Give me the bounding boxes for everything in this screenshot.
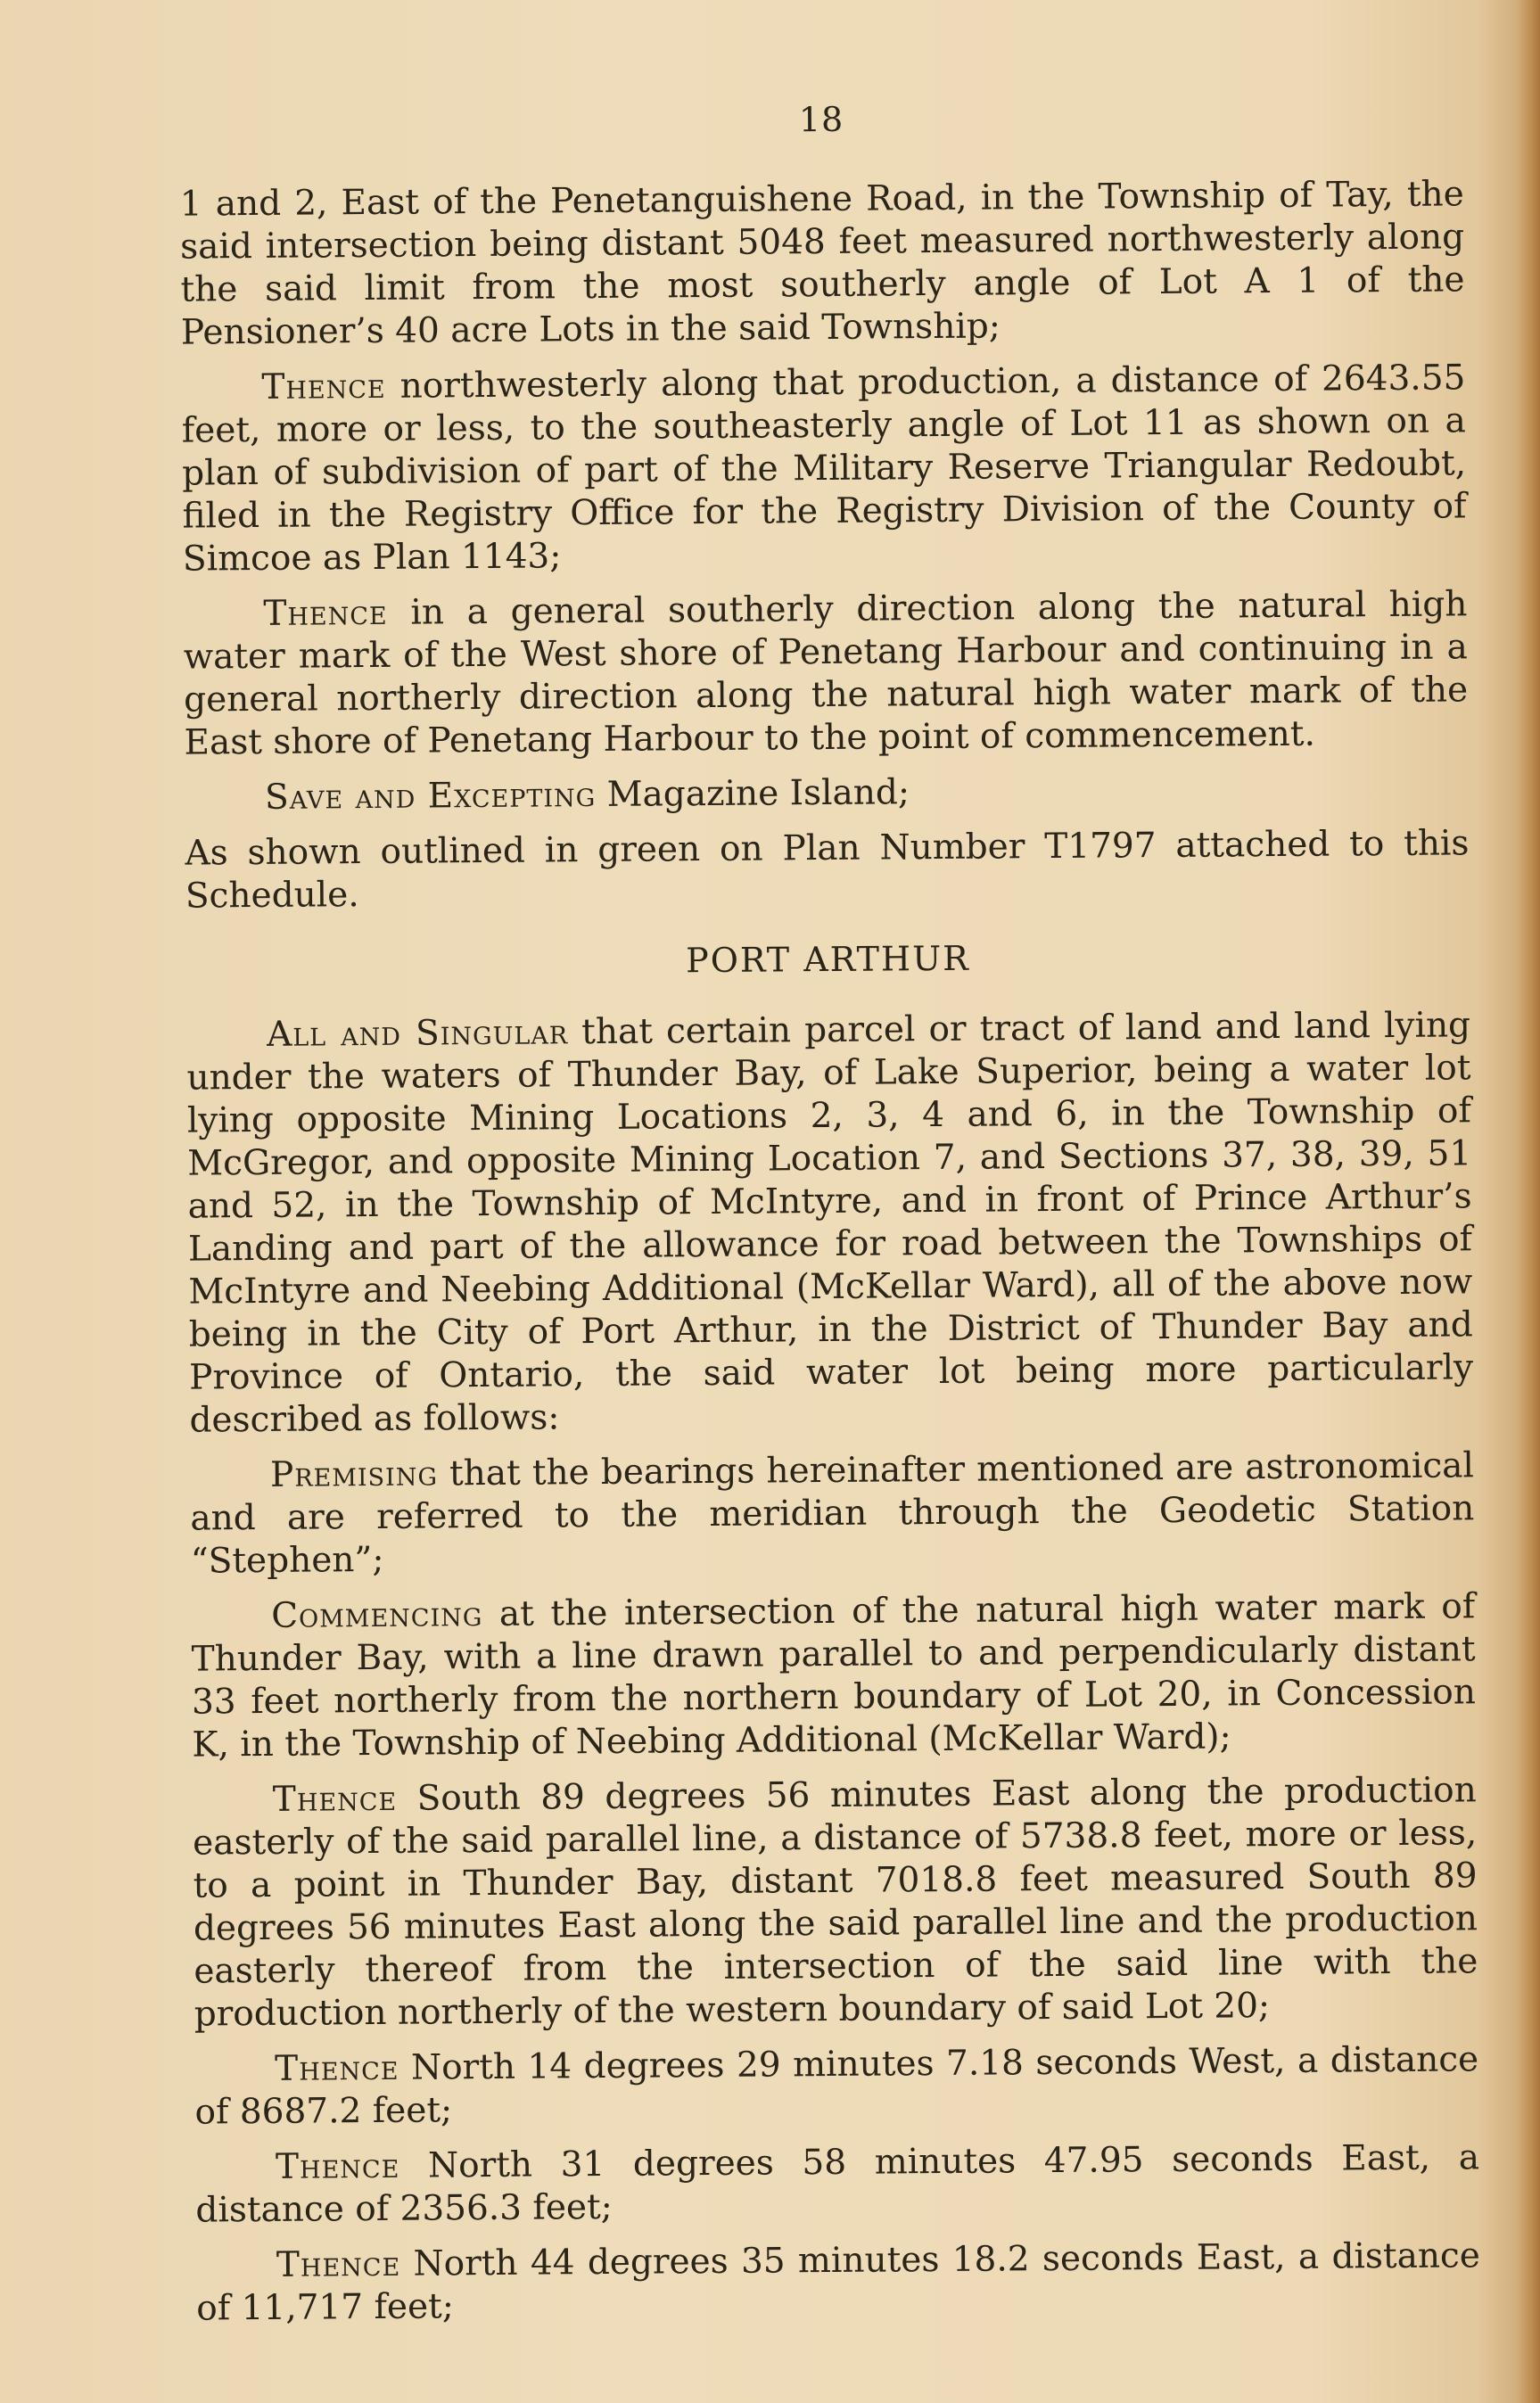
page-number: 18 bbox=[798, 99, 844, 140]
body-text bbox=[180, 173, 1481, 2342]
page-content bbox=[178, 0, 1481, 2329]
paragraph-plan-reference: As shown outlined in green on Plan Number T1797 attached to this Schedule. bbox=[185, 823, 1470, 917]
paragraph-thence: Thence North 44 degrees 35 minutes 18.2 seconds East, a distance of 11,717 feet; bbox=[196, 2235, 1481, 2329]
paragraph-lead: Save and Excepting bbox=[264, 775, 597, 818]
paragraph-lead: Thence bbox=[276, 2243, 401, 2285]
paragraph-premising: Premising that the bearings hereinafter mentioned are astronomical and are referred to the meridian through the Geodetic Station “Stephen”; bbox=[190, 1445, 1475, 1582]
paragraph-lead: Thence bbox=[272, 1778, 398, 1820]
paragraph-lead: Thence bbox=[275, 2047, 399, 2089]
page-edge-stain bbox=[1517, 0, 1540, 2403]
paragraph-commencing: Commencing at the intersection of the natural high water mark of Thunder Bay, with a line drawn parallel to and perpendicularly distant 33 feet northerly from the northern boundary of Lot 20, in Concession K, in the Township of Neebing Additional (McKellar Ward); bbox=[191, 1586, 1477, 1765]
paragraph-lead: Thence bbox=[275, 2145, 400, 2187]
paragraph-thence: Thence North 14 degrees 29 minutes 7.18 seconds West, a distance of 8687.2 feet; bbox=[194, 2039, 1479, 2133]
section-heading: PORT ARTHUR bbox=[685, 938, 970, 981]
paragraph-lead: Commencing bbox=[271, 1594, 483, 1636]
paragraph-lead: All and Singular bbox=[266, 1012, 569, 1055]
paragraph-all-and-singular: All and Singular that certain parcel or tract of land and land lying under the waters of Thunder Bay, of Lake Superior, being a water lot lying opposite Mining Locations 2, 3, 4 and 6, in the Township of McGregor, and opposite Mining Location 7, and Sections 37, 38, 39, 51 and 52, in the Township of McIntyre, and in front of Prince Arthur’s Landing and part of the allowance for road between the Townships of McIntyre and Neebing Additional (McKellar Ward), all of the above now being in the City of Port Arthur, in the District of Thunder Bay and Province of Ontario, the said water lot being more particularly described as follows: bbox=[186, 1005, 1474, 1441]
paragraph-lead: Premising bbox=[269, 1453, 439, 1495]
paragraph-thence: Thence North 31 degrees 58 minutes 47.95 seconds East, a distance of 2356.3 feet; bbox=[195, 2137, 1480, 2231]
paragraph-thence: Thence northwesterly along that production, a distance of 2643.55 feet, more or less, to the southeasterly angle of Lot 11 as shown on a plan of subdivision of part of the Military Reserve Triangular Redoubt, filed in the Registry Office for the Registry Division of the County of Simcoe as Plan 1143; bbox=[181, 358, 1467, 580]
paragraph-continuation: 1 and 2, East of the Penetanguishene Road, in the Township of Tay, the said intersection being distant 5048 feet measured northwesterly along the said limit from the most southerly angle of Lot A 1 of the Pensioner’s 40 acre Lots in the said Township; bbox=[179, 174, 1465, 353]
paragraph-thence: Thence in a general southerly direction along the natural high water mark of the West shore of Penetang Harbour and continuing in a general northerly direction along the natural high water mark of the East shore of Penetang Harbour to the point of commencement. bbox=[183, 584, 1469, 763]
paragraph-lead: Thence bbox=[263, 592, 388, 634]
paragraph-lead: Thence bbox=[261, 366, 386, 407]
paragraph-thence: Thence South 89 degrees 56 minutes East along the production easterly of the said parallel line, a distance of 5738.8 feet, more or less, to a point in Thunder Bay, distant 7018.8 feet measured South 89 degrees 56 minutes East along the said parallel line and the production easterly thereof from the intersection of the said line with the production northerly of the western boundary of said Lot 20; bbox=[193, 1770, 1478, 2035]
paragraph-save-and-excepting: Save and Excepting Magazine Island; bbox=[264, 772, 910, 818]
